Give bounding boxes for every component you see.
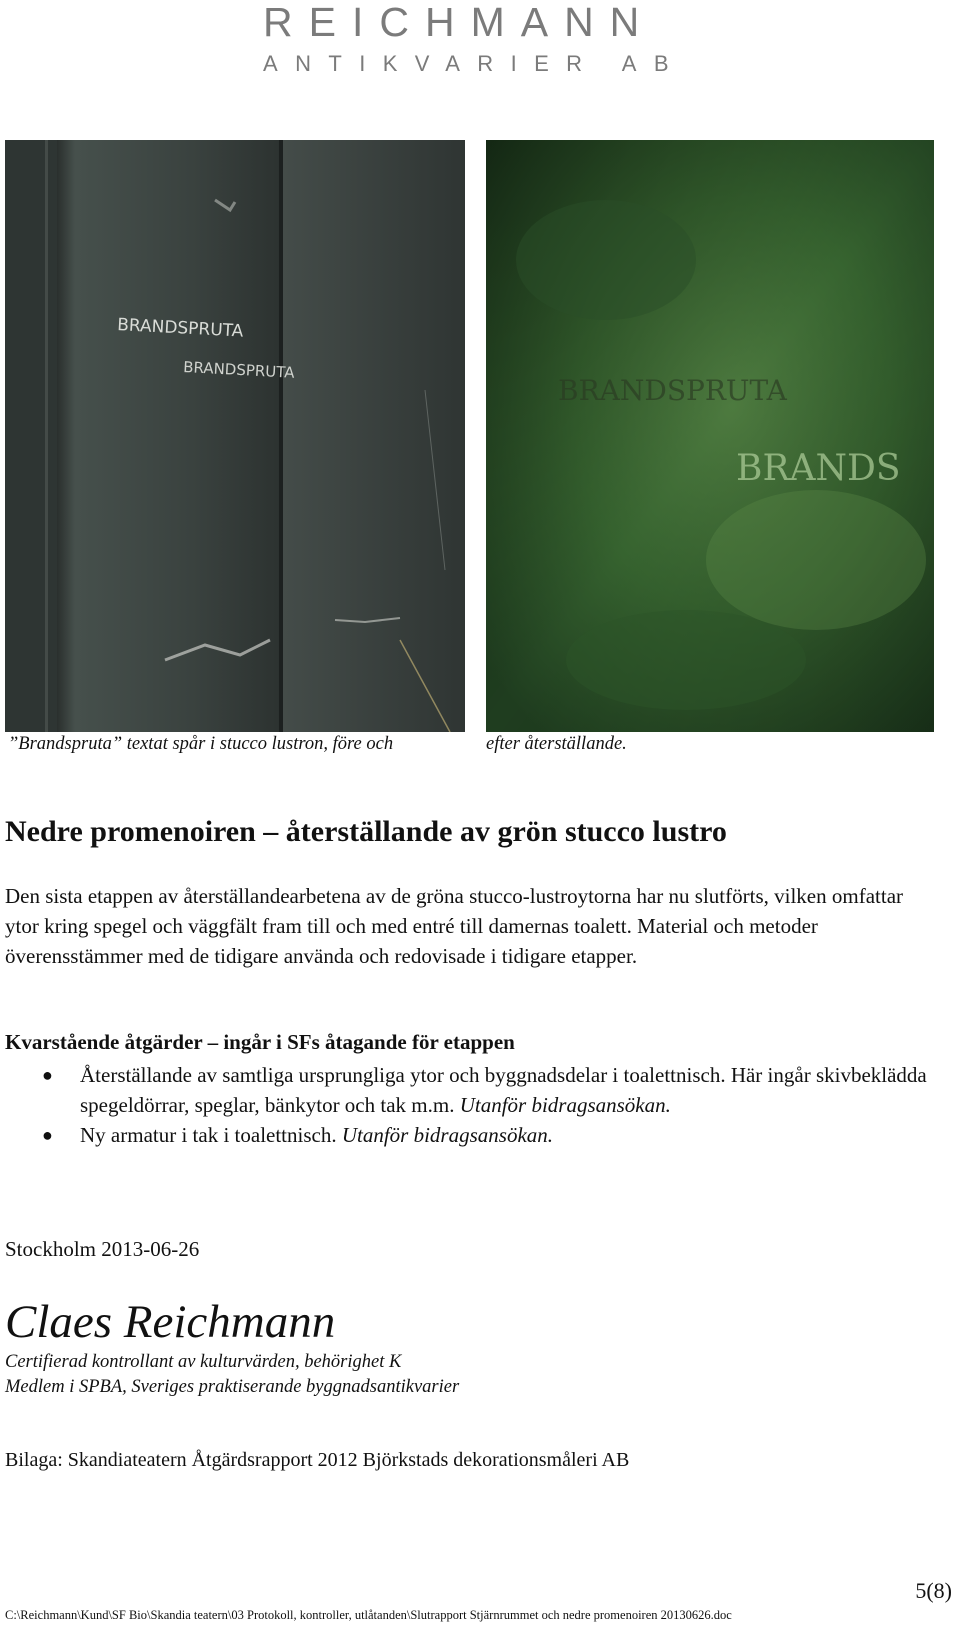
credential-line: Medlem i SPBA, Sveriges praktiserande byggnadsantikvarier [5,1377,460,1397]
attachment-note: Bilaga: Skandiateatern Åtgärdsrapport 2012 Björkstads dekorationsmåleri AB [5,1449,630,1471]
remaining-actions-heading: Kvarstående åtgärder – ingår i SFs åtagande för etappen [5,1030,515,1054]
wall-text-2: BRANDS [736,448,901,489]
letterhead [263,0,686,76]
list-item-text: Återställande av samtliga ursprungliga ytor och byggnadsdelar i toalettnisch. Här ingår skivbeklädda spegeldörrar, speglar, bänkytor och tak m.m. [80,1063,927,1117]
wall-text-2: BRANDSPRUTA [182,358,295,382]
company-name: REICHMANN [263,0,656,45]
photo-caption-right: efter återställande. [486,734,627,754]
photo-after-restoration [486,140,934,732]
page-number: 5(8) [915,1578,952,1603]
place-date: Stockholm 2013-06-26 [5,1237,200,1261]
photo-before-restoration [5,140,465,732]
footer-file-path: C:\Reichmann\Kund\SF Bio\Skandia teatern\03 Protokoll, kontroller, utlåtanden\Slutrapport Stjärnrummet och nedre promenoiren 20130626.doc [5,1608,732,1622]
list-item [0,1120,940,1150]
remaining-actions-list [0,1060,940,1150]
credential-line: Certifierad kontrollant av kulturvärden, behörighet K [5,1352,402,1372]
body-paragraph: Den sista etappen av återställandearbetena av de gröna stucco-lustroytorna har nu slutförts, vilken omfattar ytor kring spegel och väggfält fram till och med entré till damernas toalett. Material och metoder överensstämmer med de tidigare använda och redovisade i tidigare etapper. [5,884,904,968]
wall-text-1: BRANDSPRUTA [116,315,244,342]
list-item [0,1060,940,1120]
signature: Claes Reichmann [5,1296,336,1348]
bullet-icon: ● [42,1125,53,1145]
company-subtitle: ANTIKVARIER AB [263,51,686,76]
list-item-note: Utanför bidragsansökan. [459,1093,671,1117]
photo-caption-left: ”Brandspruta” textat spår i stucco lustron, före och [8,734,394,754]
section-heading: Nedre promenoiren – återställande av grön stucco lustro [5,815,727,848]
wall-text-1: BRANDSPRUTA [558,374,787,407]
list-item-note: Utanför bidragsansökan. [341,1123,554,1147]
list-item-text: Ny armatur i tak i toalettnisch. [80,1123,342,1147]
bullet-icon: ● [42,1065,53,1085]
